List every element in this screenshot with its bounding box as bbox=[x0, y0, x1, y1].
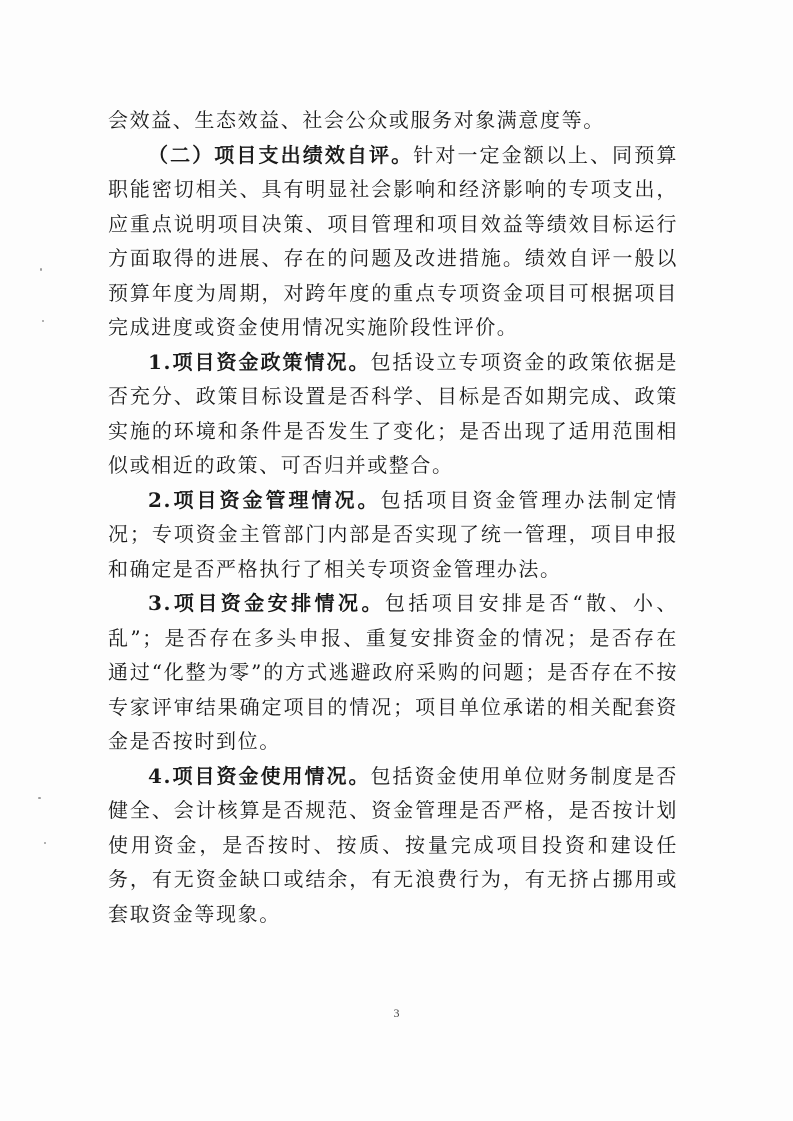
scan-speck bbox=[42, 320, 44, 322]
scan-speck bbox=[40, 268, 42, 271]
item-heading-fund-usage: 4.项目资金使用情况。 bbox=[148, 763, 371, 788]
paragraph-body: 包括项目资金管理办法制定情况；专项资金主管部门内部是否实现了统一管理，项目申报和确定是否严格执行了相关专项资金管理办法。 bbox=[108, 487, 678, 581]
paragraph-project-expenditure-self-evaluation bbox=[108, 138, 678, 345]
scan-speck bbox=[38, 797, 41, 799]
item-heading-fund-arrangement: 3.项目资金安排情况。 bbox=[148, 591, 385, 615]
paragraph-body: 包括设立专项资金的政策依据是否充分、政策目标设置是否科学、目标是否如期完成、政策实施的环境和条件是否发生了变化；是否出现了适用范围相似或相近的政策、可否归并或整合。 bbox=[108, 349, 679, 477]
paragraph-body: 包括资金使用单位财务制度是否健全、会计核算是否规范、资金管理是否严格，是否按计划使用资金，是否按时、按质、按量完成项目投资和建设任务，有无资金缺口或结余，有无浪费行为，有无挤占挪用或套取资金等现象。 bbox=[108, 763, 679, 926]
section-heading-project-expenditure: （二）项目支出绩效自评。 bbox=[148, 142, 414, 167]
scan-speck bbox=[44, 842, 46, 844]
item-heading-fund-management: 2.项目资金管理情况。 bbox=[148, 487, 381, 512]
paragraph-fund-management bbox=[108, 483, 678, 587]
paragraph-fund-usage bbox=[108, 759, 678, 932]
paragraph-fund-arrangement bbox=[108, 586, 678, 759]
paragraph-body: 包括项目安排是否“散、小、乱”；是否存在多头申报、重复安排资金的情况；是否存在通过“化整为零”的方式逃避政府采购的问题；是否存在不按专家评审结果确定项目的情况；项目单位承诺的相关配套资金是否按时到位。 bbox=[108, 591, 678, 753]
document-body bbox=[108, 103, 678, 931]
page-number: 3 bbox=[393, 1006, 400, 1020]
item-heading-fund-policy: 1.项目资金政策情况。 bbox=[148, 349, 371, 374]
paragraph-fund-policy bbox=[108, 345, 678, 483]
paragraph-continuation: 会效益、生态效益、社会公众或服务对象满意度等。 bbox=[108, 108, 605, 132]
paragraph-body: 针对一定金额以上、同预算职能密切相关、具有明显社会影响和经济影响的专项支出，应重点说明项目决策、项目管理和项目效益等绩效目标运行方面取得的进展、存在的问题及改进措施。绩效自评一般以预算年度为周期，对跨年度的重点专项资金项目可根据项目完成进度或资金使用情况实施阶段性评价。 bbox=[108, 142, 678, 339]
